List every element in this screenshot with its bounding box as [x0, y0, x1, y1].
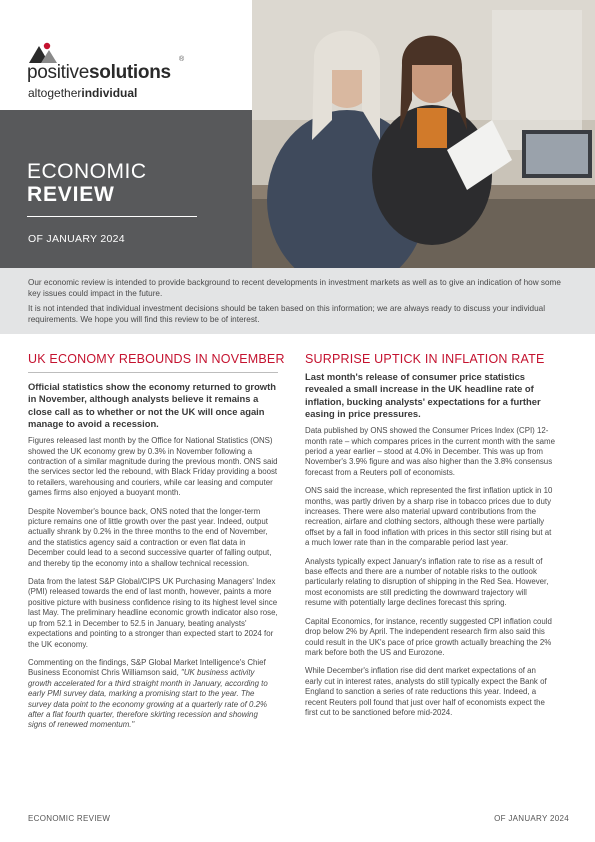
article-paragraph: Data published by ONS showed the Consumer Prices Index (CPI) 12-month rate – which compares prices in the current month with the same period a year earlier – stood at 4.0% in December. This was up from November's 3.9% figure and was also higher than the 3.8% consensus forecast from a Reuters poll of economists. — [305, 426, 555, 477]
footer-title: ECONOMIC REVIEW — [28, 814, 111, 823]
article-paragraph: Analysts typically expect January's inflation rate to rise as a result of base effects and there are a number of notable risks to the outlook particularly relating to disruption of shipping in the Red Sea. However, most economists are still predicting the downward trajectory will resume with potentially large declines forecast this spring. — [305, 556, 549, 608]
logo-name: positivesolutions — [27, 62, 171, 83]
article-lead: Last month's release of consumer price statistics revealed a small increase in the UK headline rate of inflation, bucking analysts' expectations for a further easing in price pressures. — [305, 371, 541, 419]
title-economic: ECONOMIC — [27, 160, 147, 183]
title-review: REVIEW — [27, 183, 115, 206]
logo-panel — [0, 0, 252, 110]
page-header — [0, 0, 595, 268]
title-divider — [27, 216, 197, 217]
article-lead: Official statistics show the economy returned to growth in November, although analysts believe it remains a close call as to whether or not the UK will once again manage to avoid a recession. — [28, 381, 276, 429]
article-paragraph: While December's inflation rise did dent market expectations of an early cut in interest rates, analysts do still typically expect the Bank of England to sanction a series of rate reductions this year. Indeed, a recent Reuters poll found that just over half of economists expect the first cut to be sanctioned before mid-2024. — [305, 666, 547, 717]
logo-mark-icon — [27, 42, 67, 64]
article-paragraph: Commenting on the findings, S&P Global Market Intelligence's Chief Business Economist Chris Williamson said, "UK business activity growth accelerated for a third straight month in January, according to early PMI survey data, marking a promising start to the year. The survey data point to the economy growing at a quarterly rate of 0.2% after a flat fourth quarter, therefore skirting recession and showing signs of renewed momentum." — [28, 657, 268, 730]
footer-date: OF JANUARY 2024 — [494, 814, 569, 823]
intro-paragraph: Our economic review is intended to provide background to recent developments in investment markets as well as to give an indication of how some key issues could impact in the future. — [28, 278, 561, 298]
logo-tagline: altogetherindividual — [28, 86, 138, 100]
article-quote: "UK business activity growth accelerated for a third straight month in January, according to early PMI survey data, marking a promising start to the year. The survey data point to the economy growing at a quarterly rate of 0.2% after a flat fourth quarter, therefore skirting recession and showing signs of renewed momentum." — [28, 668, 268, 730]
article-paragraph: Data from the latest S&P Global/CIPS UK Purchasing Managers' Index (PMI) released towards the end of last month, however, paints a more positive picture with business confidence rising to its highest level since last May. The preliminary headline economic growth indicator also rose, up from 52.1 in December to 52.5 in January, beating analysts' expectations and pointing to a stronger than expected start to 2024 for the UK economy. — [28, 577, 278, 649]
intro-paragraph: It is not intended that individual investment decisions should be taken based on this information; we are always ready to discuss your individual requirements. We hope you will find this review to be of interest. — [28, 304, 546, 324]
article-paragraph: Figures released last month by the Office for National Statistics (ONS) showed the UK economy grew by 0.3% in November following a contraction of a similar magnitude during the previous month. ONS said the services sector led the rebound, with Black Friday providing a boost to retailers, warehousing and couriers, while car leasing and computer games firms also enjoyed a buoyant month. — [28, 436, 278, 498]
article-paragraph: ONS said the increase, which represented the first inflation uptick in 10 months, was partly driven by a sharp rise in tobacco prices due to duty increases. There were also material upward contributions from the recreation, airfare and clothing sectors, although these were partially offset by a fall in food inflation with prices in this sector still rising but at a much lower rate than in the comparable period last year. — [305, 486, 553, 548]
header-photo — [252, 0, 595, 268]
article-paragraph: Capital Economics, for instance, recently suggested CPI inflation could drop below 2% by April. The independent research firm also said this could result in the UK's pace of price growth actually breaching the 2% mark before both the US and Eurozone. — [305, 616, 552, 657]
article-uk-economy — [28, 352, 285, 739]
article-paragraph: Despite November's bounce back, ONS noted that the longer-term picture remains one of little growth over the past year. Indeed, output actually shrank by 0.2% in the three months to the end of November, and the statistics agency said a contraction or even flat data in December could lead to a second successive quarter of falling output, and thereby tip the economy into a shallow technical recession. — [28, 506, 272, 568]
article-heading: UK ECONOMY REBOUNDS IN NOVEMBER — [28, 352, 278, 373]
logo-registered-mark: ® — [179, 56, 185, 63]
article-heading: SURPRISE UPTICK IN INFLATION RATE — [305, 352, 545, 366]
title-date: OF JANUARY 2024 — [28, 233, 125, 245]
intro-band — [0, 268, 595, 334]
article-inflation — [305, 352, 555, 726]
photo-illustration — [252, 0, 595, 268]
